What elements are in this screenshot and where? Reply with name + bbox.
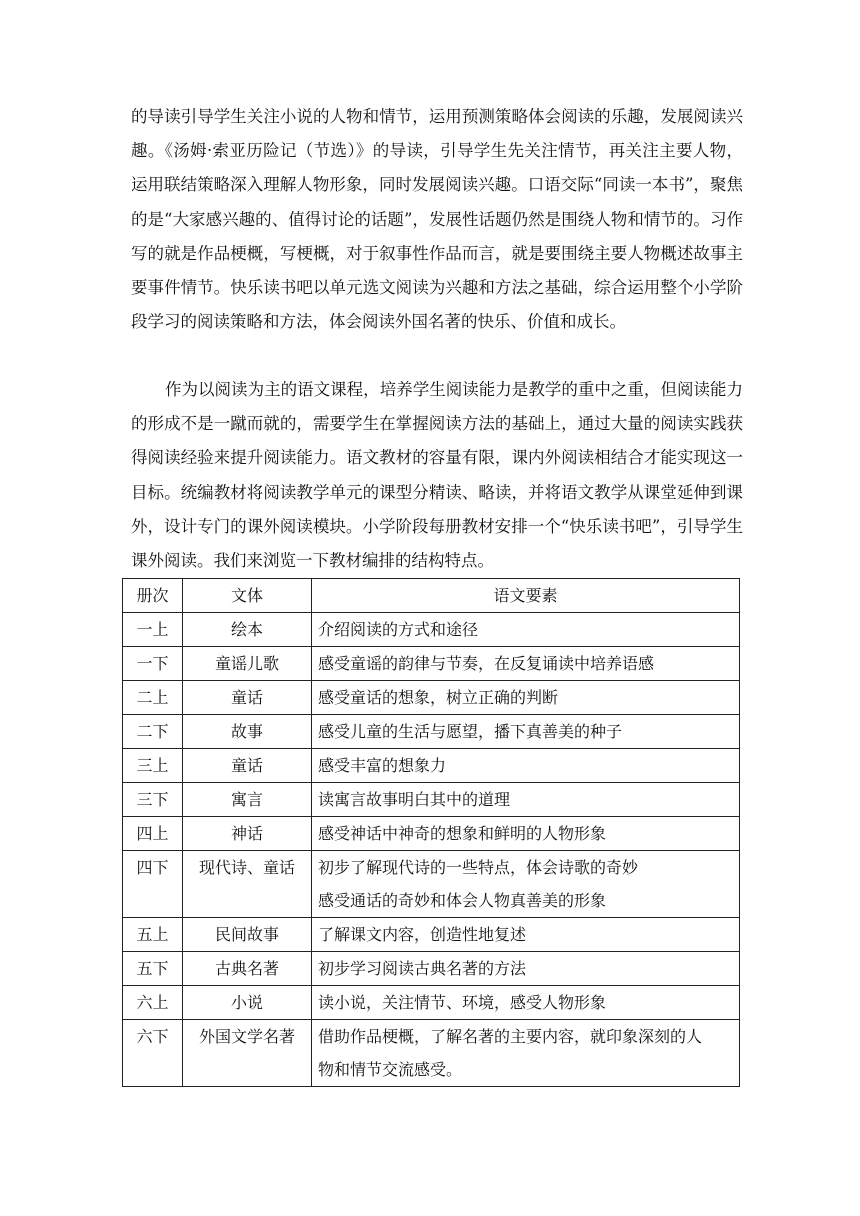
curriculum-table xyxy=(122,578,740,1087)
cell-elements xyxy=(312,851,740,918)
cell-genre: 神话 xyxy=(183,817,312,851)
cell-elements: 感受童话的想象，树立正确的判断 xyxy=(312,681,740,715)
cell-genre: 童话 xyxy=(183,749,312,783)
cell-genre: 民间故事 xyxy=(183,918,312,952)
cell-elements: 读寓言故事明白其中的道理 xyxy=(312,783,740,817)
paragraph-1: 的导读引导学生关注小说的人物和情节，运用预测策略体会阅读的乐趣，发展阅读兴趣。《汤姆·索亚历险记（节选）》的导读，引导学生先关注情节，再关注主要人物，运用联结策略深入理解人物形象，同时发展阅读兴趣。口语交际“同读一本书”，聚焦的是“大家感兴趣的、值得讨论的话题”，发展性话题仍然是围绕人物和情节的。习作写的就是作品梗概，写梗概，对于叙事性作品而言，就是要围绕主要人物概述故事主要事件情节。快乐读书吧以单元选文阅读为兴趣和方法之基础，综合运用整个小学阶段学习的阅读策略和方法，体会阅读外国名著的快乐、价值和成长。 xyxy=(131,107,743,332)
cell-volume: 六上 xyxy=(123,986,183,1020)
cell-volume: 四下 xyxy=(123,851,183,918)
cell-elements: 读小说，关注情节、环境，感受人物形象 xyxy=(312,986,740,1020)
table-row xyxy=(123,952,740,986)
paragraph-2: 作为以阅读为主的语文课程，培养学生阅读能力是教学的重中之重，但阅读能力的形成不是一蹴而就的，需要学生在掌握阅读方法的基础上，通过大量的阅读实践获得阅读经验来提升阅读能力。语文教材的容量有限，课内外阅读相结合才能实现这一目标。统编教材将阅读教学单元的课型分精读、略读，并将语文教学从课堂延伸到课外，设计专门的课外阅读模块。小学阶段每册教材安排一个“快乐读书吧”，引导学生课外阅读。我们来浏览一下教材编排的结构特点。 xyxy=(131,380,743,571)
cell-genre: 童谣儿歌 xyxy=(183,647,312,681)
cell-elements: 介绍阅读的方式和途径 xyxy=(312,613,740,647)
table-row xyxy=(123,647,740,681)
table-row xyxy=(123,817,740,851)
table-header-row xyxy=(123,579,740,613)
cell-genre: 小说 xyxy=(183,986,312,1020)
cell-volume: 一下 xyxy=(123,647,183,681)
cell-genre: 故事 xyxy=(183,715,312,749)
header-elements: 语文要素 xyxy=(312,579,740,613)
cell-genre: 寓言 xyxy=(183,783,312,817)
table-row xyxy=(123,613,740,647)
cell-elements: 感受神话中神奇的想象和鲜明的人物形象 xyxy=(312,817,740,851)
header-genre: 文体 xyxy=(183,579,312,613)
cell-volume: 二上 xyxy=(123,681,183,715)
table-row xyxy=(123,1020,740,1087)
cell-elements-line: 初步了解现代诗的一些特点，体会诗歌的奇妙 xyxy=(318,858,639,877)
cell-elements xyxy=(312,1020,740,1087)
header-volume: 册次 xyxy=(123,579,183,613)
table-row xyxy=(123,986,740,1020)
cell-genre: 童话 xyxy=(183,681,312,715)
cell-genre: 古典名著 xyxy=(183,952,312,986)
cell-elements: 了解课文内容，创造性地复述 xyxy=(312,918,740,952)
cell-volume: 五上 xyxy=(123,918,183,952)
cell-elements: 感受童谣的韵律与节奏，在反复诵读中培养语感 xyxy=(312,647,740,681)
cell-elements: 初步学习阅读古典名著的方法 xyxy=(312,952,740,986)
table-row xyxy=(123,918,740,952)
cell-volume: 五下 xyxy=(123,952,183,986)
cell-volume: 二下 xyxy=(123,715,183,749)
cell-genre: 外国文学名著 xyxy=(183,1020,312,1087)
cell-volume: 三下 xyxy=(123,783,183,817)
cell-elements-line: 感受通话的奇妙和体会人物真善美的形象 xyxy=(318,891,607,910)
cell-elements: 感受儿童的生活与愿望，播下真善美的种子 xyxy=(312,715,740,749)
cell-elements-line: 借助作品梗概，了解名著的主要内容，就印象深刻的人 xyxy=(318,1027,703,1046)
table-row xyxy=(123,851,740,918)
cell-volume: 四上 xyxy=(123,817,183,851)
cell-genre: 绘本 xyxy=(183,613,312,647)
cell-volume: 三上 xyxy=(123,749,183,783)
table-row xyxy=(123,681,740,715)
table-row xyxy=(123,783,740,817)
cell-elements: 感受丰富的想象力 xyxy=(312,749,740,783)
table-row xyxy=(123,749,740,783)
cell-genre: 现代诗、童话 xyxy=(183,851,312,918)
table-row xyxy=(123,715,740,749)
cell-volume: 六下 xyxy=(123,1020,183,1087)
cell-elements-line: 物和情节交流感受。 xyxy=(318,1060,463,1079)
cell-volume: 一上 xyxy=(123,613,183,647)
